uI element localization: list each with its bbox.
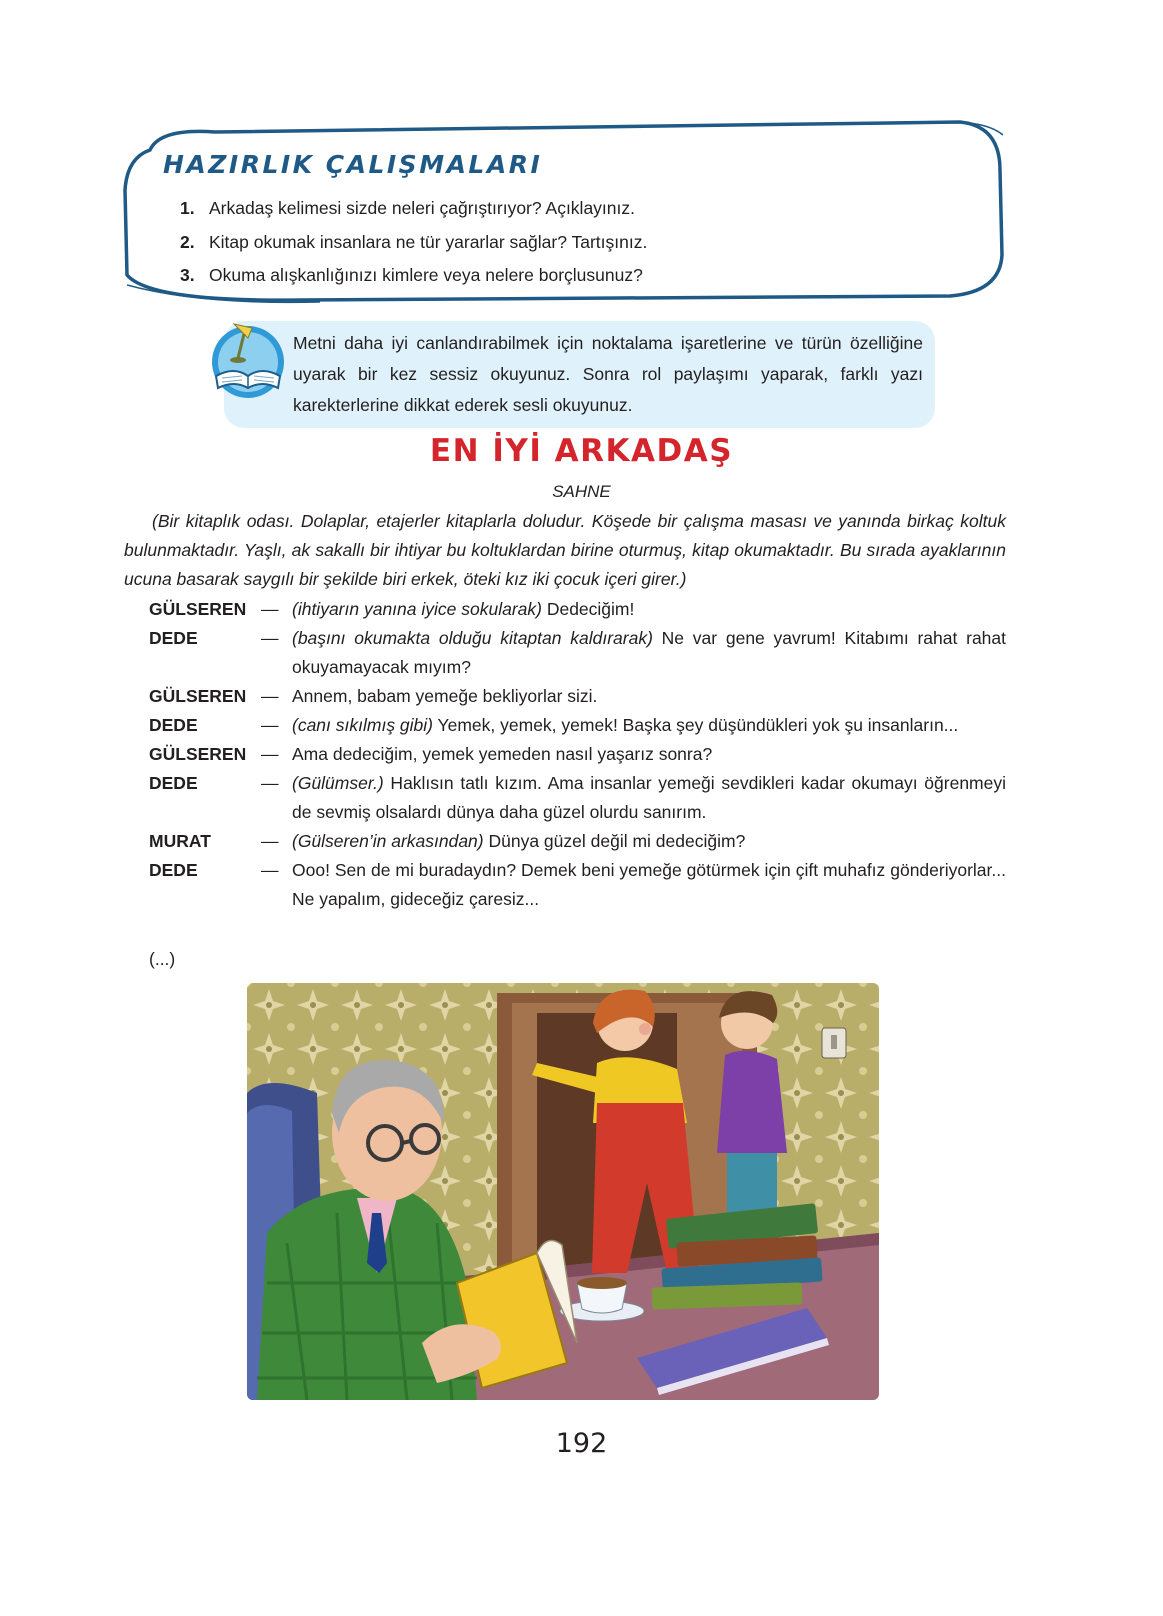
speech-text: Annem, babam yemeğe bekliyorlar sizi.: [292, 686, 598, 706]
dialogue-dash: —: [261, 715, 279, 735]
question-number: 1.: [180, 198, 195, 218]
dialogue-dash: —: [261, 773, 279, 793]
dialogue-dash: —: [261, 831, 279, 851]
story-title: EN İYİ ARKADAŞ: [429, 433, 734, 469]
speech-direction: (Gülümser.): [292, 773, 384, 793]
speaker-name: GÜLSEREN: [149, 599, 247, 619]
speaker-name: MURAT: [149, 831, 211, 851]
dialogue-line: [149, 711, 1006, 740]
speaker-name: GÜLSEREN: [149, 744, 247, 764]
speaker-name: DEDE: [149, 628, 198, 648]
speech-text: Yemek, yemek, yemek! Başka şey düşündükleri yok şu insanların...: [433, 715, 959, 735]
dialogue-line: [149, 740, 1006, 769]
dialogue-dash: —: [261, 628, 279, 648]
dialogue-line: [149, 827, 1006, 856]
speech-text: Haklısın tatlı kızım. Ama insanlar yemeği sevdikleri kadar okumayı öğrenmeyi de sevmiş olsalardı dünya daha güzel olurdu sanırım.: [292, 773, 1006, 822]
question-text: Okuma alışkanlığınızı kimlere veya nelere borçlusunuz?: [209, 265, 643, 285]
dialogue-line: [149, 769, 1006, 827]
question-number: 3.: [180, 265, 195, 285]
speech-text: Ne var gene yavrum! Kitabımı rahat rahat okuyamayacak mıyım?: [292, 628, 1007, 677]
reading-tip-text: Metni daha iyi canlandırabilmek için noktalama işaretlerine ve türün özelliğine uyarak bir kez sessiz okuyunuz. Sonra rol paylaşımı yaparak, farklı yazı karekterlerine dikkat ederek sesli okuyunuz.: [293, 333, 923, 415]
stage-direction: (Bir kitaplık odası. Dolaplar, etajerler kitaplarla doludur. Köşede bir çalışma masası ve yanında birkaç koltuk bulunmaktadır. Yaşlı, ak sakallı bir ihtiyar bu koltuklardan birine oturmuş, kitap okumaktadır. Bu sırada ayaklarının ucuna basarak saygılı bir şekilde biri erkek, öteki kız iki çocuk içeri girer.): [124, 511, 1006, 589]
speech: [292, 682, 1006, 711]
preparation-title: HAZIRLIK ÇALIŞMALARI: [163, 150, 543, 179]
reading-lamp-book-icon: [204, 318, 290, 400]
speaker-name: DEDE: [149, 773, 198, 793]
dialogue-line: [149, 682, 1006, 711]
dialogue-dash: —: [261, 860, 279, 880]
speech-direction: (başını okumakta olduğu kitaptan kaldırarak): [292, 628, 653, 648]
question-item: [180, 196, 980, 230]
preparation-question-list: [180, 196, 980, 297]
speaker-name: GÜLSEREN: [149, 686, 247, 706]
question-text: Kitap okumak insanlara ne tür yararlar sağlar? Tartışınız.: [209, 231, 648, 252]
speaker-name: DEDE: [149, 860, 198, 880]
question-item: [180, 263, 980, 297]
dialogue-dash: —: [261, 686, 279, 706]
question-text: Arkadaş kelimesi sizde neleri çağrıştırıyor? Açıklayınız.: [209, 198, 635, 218]
speaker-name: DEDE: [149, 715, 198, 735]
speech: [292, 624, 1006, 682]
continuation-ellipsis: (...): [149, 949, 176, 969]
speech: [292, 856, 1006, 914]
speech: [292, 711, 1006, 740]
dialogue-dash: —: [261, 744, 279, 764]
scene-label: SAHNE: [552, 482, 611, 501]
speech: [292, 740, 1006, 769]
question-item: [180, 230, 980, 264]
speech-direction: (ihtiyarın yanına iyice sokularak): [292, 599, 542, 619]
story-illustration: [247, 983, 879, 1400]
dialogue-line: [149, 856, 1006, 914]
speech-direction: (canı sıkılmış gibi): [292, 715, 433, 735]
speech-text: Dedeciğim!: [541, 599, 635, 619]
speech: [292, 827, 1006, 856]
speech-text: Ooo! Sen de mi buradaydın? Demek beni yemeğe götürmek için çift muhafız gönderiyorlar... Ne yapalım, gideceğiz çaresiz...: [292, 860, 1006, 909]
speech: [292, 769, 1006, 827]
dialogue-line: [149, 624, 1006, 682]
dialogue-line: [149, 595, 1006, 624]
question-number: 2.: [180, 231, 195, 252]
speech-direction: (Gülseren’in arkasından): [292, 831, 484, 851]
dialogue: [149, 595, 1006, 914]
speech-text: Dünya güzel değil mi dedeciğim?: [483, 831, 746, 851]
page-number: 192: [555, 1428, 608, 1459]
speech-text: Ama dedeciğim, yemek yemeden nasıl yaşarız sonra?: [292, 744, 713, 764]
dialogue-dash: —: [261, 599, 279, 619]
speech: [292, 595, 1006, 624]
